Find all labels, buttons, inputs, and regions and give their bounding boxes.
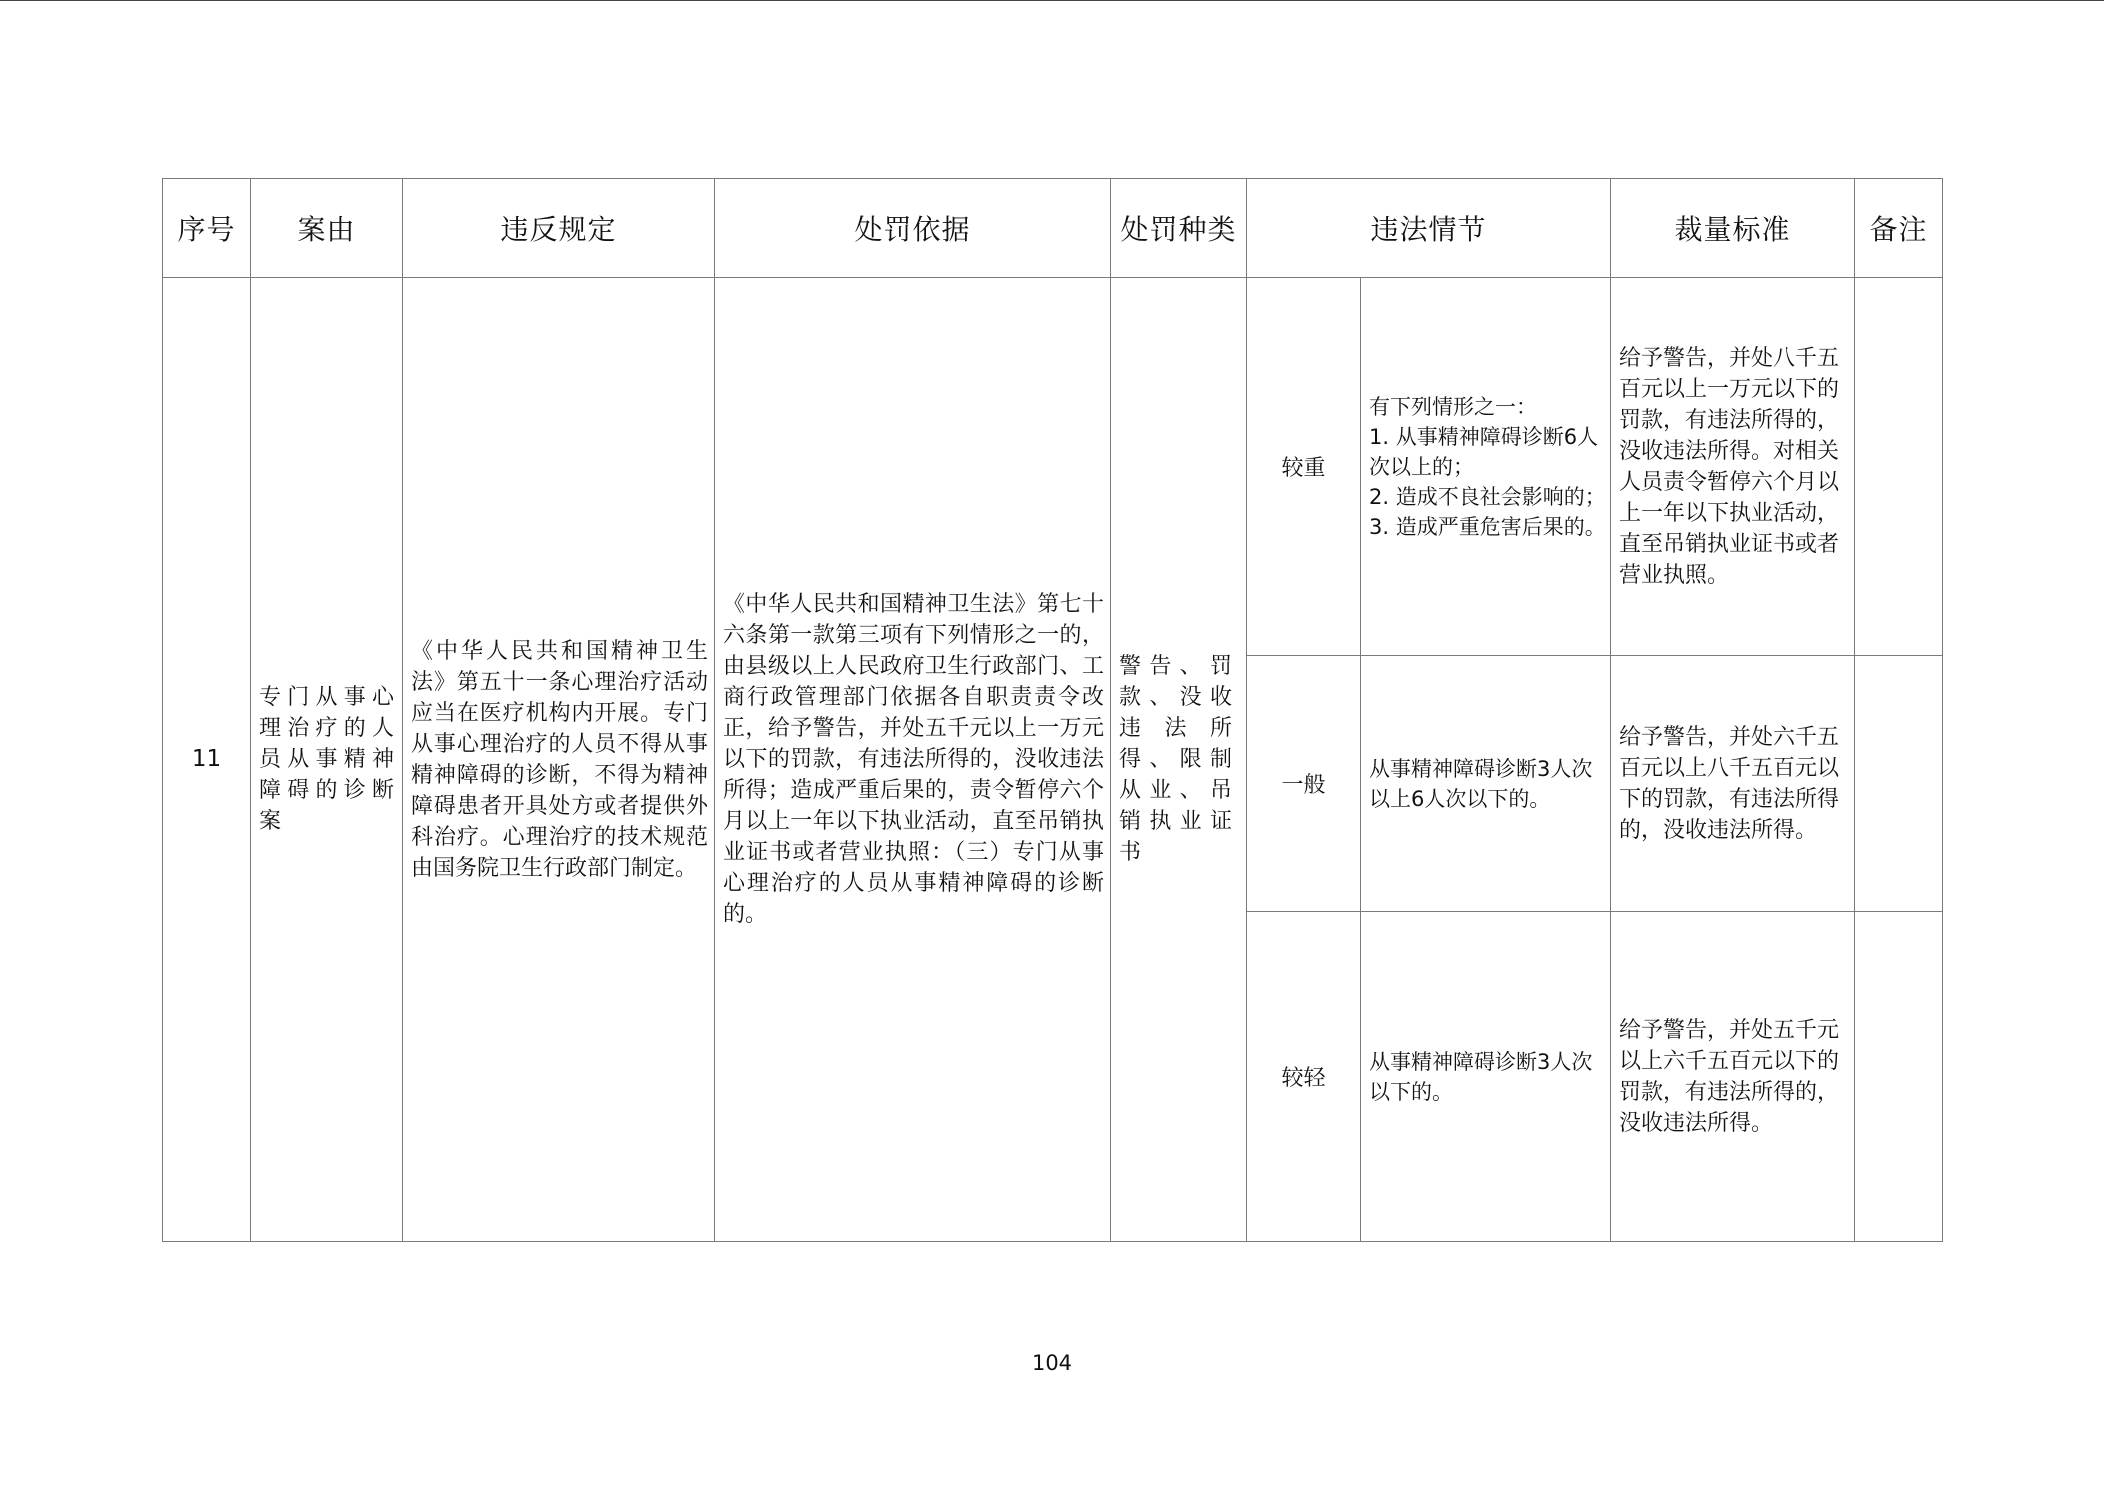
level-minor: 较轻: [1247, 912, 1361, 1242]
note-severe: [1855, 278, 1943, 656]
header-circumstance: 违法情节: [1247, 179, 1611, 278]
table-header-row: [163, 179, 1943, 278]
header-note: 备注: [1855, 179, 1943, 278]
header-basis: 处罚依据: [715, 179, 1111, 278]
detail-normal: 从事精神障碍诊断3人次以上6人次以下的。: [1361, 656, 1611, 912]
case-text: 专门从事心理治疗的人员从事精神障碍的诊断案: [251, 278, 403, 1242]
header-case: 案由: [251, 179, 403, 278]
level-normal: 一般: [1247, 656, 1361, 912]
standard-minor: 给予警告，并处五千元以上六千五百元以下的罚款，有违法所得的，没收违法所得。: [1611, 912, 1855, 1242]
note-normal: [1855, 656, 1943, 912]
header-kind: 处罚种类: [1111, 179, 1247, 278]
note-minor: [1855, 912, 1943, 1242]
standard-severe: 给予警告，并处八千五百元以上一万元以下的罚款，有违法所得的，没收违法所得。对相关人员责令暂停六个月以上一年以下执业活动，直至吊销执业证书或者营业执照。: [1611, 278, 1855, 656]
violated-rule-text: 《中华人民共和国精神卫生法》第五十一条心理治疗活动应当在医疗机构内开展。专门从事心理治疗的人员不得从事精神障碍的诊断，不得为精神障碍患者开具处方或者提供外科治疗。心理治疗的技术规范由国务院卫生行政部门制定。: [403, 278, 715, 1242]
page-number: 104: [1031, 1351, 1073, 1375]
table-row: [163, 278, 1943, 656]
penalty-discretion-table: [162, 178, 1943, 1242]
penalty-basis-text: 《中华人民共和国精神卫生法》第七十六条第一款第三项有下列情形之一的，由县级以上人民政府卫生行政部门、工商行政管理部门依据各自职责责令改正，给予警告，并处五千元以上一万元以下的罚款，有违法所得的，没收违法所得；造成严重后果的，责令暂停六个月以上一年以下执业活动，直至吊销执业证书或者营业执照：（三）专门从事心理治疗的人员从事精神障碍的诊断的。: [715, 278, 1111, 1242]
header-standard: 裁量标准: [1611, 179, 1855, 278]
header-index: 序号: [163, 179, 251, 278]
level-severe: 较重: [1247, 278, 1361, 656]
header-rule: 违反规定: [403, 179, 715, 278]
detail-minor: 从事精神障碍诊断3人次以下的。: [1361, 912, 1611, 1242]
standard-normal: 给予警告，并处六千五百元以上八千五百元以下的罚款，有违法所得的，没收违法所得。: [1611, 656, 1855, 912]
row-index: 11: [163, 278, 251, 1242]
penalty-kind-text: 警告、罚款、没收违法所得、限制从业、吊销执业证书: [1111, 278, 1247, 1242]
detail-severe: 有下列情形之一： 1. 从事精神障碍诊断6人次以上的； 2. 造成不良社会影响的； 3. 造成严重危害后果的。: [1361, 278, 1611, 656]
